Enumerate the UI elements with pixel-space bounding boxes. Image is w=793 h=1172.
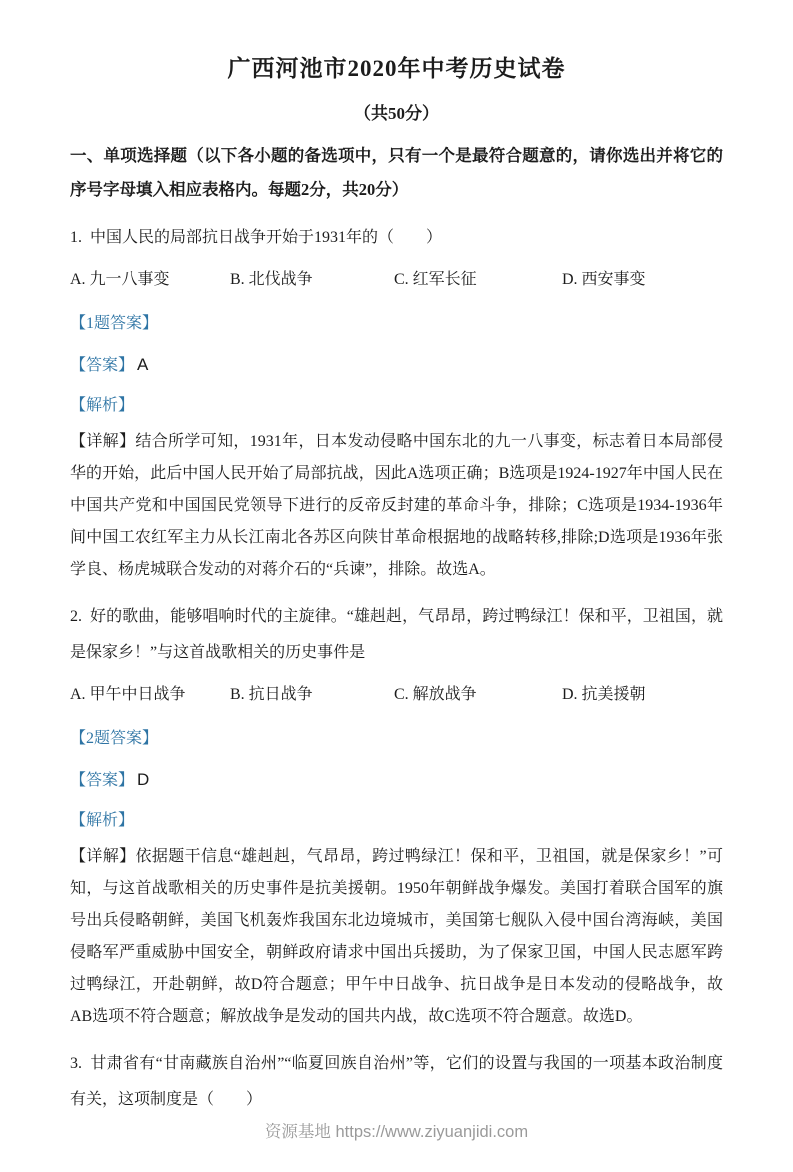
question-text	[70, 599, 723, 671]
option-a: A. 九一八事变	[70, 271, 170, 288]
detail-text: 【详解】依据题干信息“雄赳赳，气昂昂，跨过鸭绿江！保和平，卫祖国，就是保家乡！”可知，与这首战歌相关的历史事件是抗美援朝。1950年朝鲜战争爆发。美国打着联合国军的旗号出兵侵略朝鲜，美国飞机轰炸我国东北边境城市，美国第七舰队入侵中国台湾海峡，美国侵略军严重威胁中国安全，朝鲜政府请求中国出兵援助，为了保家卫国，中国人民志愿军跨过鸭绿江，开赴朝鲜，故D符合题意；甲午中日战争、抗日战争是日本发动的侵略战争，故AB选项不符合题意；解放战争是发动的国共内战，故C选项不符合题意。故选D。	[70, 848, 723, 1025]
question-stem: 好的歌曲，能够唱响时代的主旋律。“雄赳赳，气昂昂，跨过鸭绿江！保和平，卫祖国，就是保家乡！”与这首战歌相关的历史事件是	[70, 608, 723, 661]
detail-text: 【详解】结合所学可知，1931年，日本发动侵略中国东北的九一八事变，标志着日本局部侵华的开始，此后中国人民开始了局部抗战，因此A选项正确；B选项是1924-1927年中国人民在中国共产党和中国国民党领导下进行的反帝反封建的革命斗争，排除；C选项是1934-1936年间中国工农红军主力从长江南北各苏区向陕甘革命根据地的战略转移,排除;D选项是1936年张学良、杨虎城联合发动的对蒋介石的“兵谏”，排除。故选A。	[70, 433, 723, 578]
answer-ref-marker: 【2题答案】	[70, 730, 159, 747]
option-c: C. 红军长征	[394, 271, 477, 288]
analysis-label: 【解析】	[70, 812, 135, 829]
question-block-2	[70, 586, 723, 1033]
option-b: B. 抗日战争	[230, 686, 313, 703]
question-number: 1.	[70, 229, 82, 246]
options-row	[70, 268, 723, 292]
option-a: A. 甲午中日战争	[70, 686, 186, 703]
question-text	[70, 220, 723, 256]
answer-value: D	[137, 770, 150, 789]
option-b: B. 北伐战争	[230, 271, 313, 288]
question-number: 3.	[70, 1055, 82, 1072]
option-d: D. 抗美援朝	[562, 686, 646, 703]
question-stem: 中国人民的局部抗日战争开始于1931年的（ ）	[90, 229, 443, 246]
question-number: 2.	[70, 608, 82, 625]
option-c: C. 解放战争	[394, 686, 477, 703]
answer-ref-marker: 【1题答案】	[70, 315, 159, 332]
question-stem: 甘肃省有“甘南藏族自治州”“临夏回族自治州”等，它们的设置与我国的一项基本政治制度有关，这项制度是（ ）	[70, 1055, 723, 1108]
question-block-3	[70, 1033, 723, 1118]
question-block-1	[70, 207, 723, 586]
answer-line	[70, 768, 723, 793]
section-heading: 一、单项选择题（以下各小题的备选项中，只有一个是最符合题意的，请你选出并将它的序号字母填入相应表格内。每题2分，共20分）	[70, 146, 723, 199]
option-d: D. 西安事变	[562, 271, 646, 288]
answer-label: 【答案】	[70, 772, 135, 789]
score-subtitle: （共50分）	[354, 104, 439, 123]
analysis-label: 【解析】	[70, 397, 135, 414]
footer-credit	[70, 1118, 723, 1172]
answer-label: 【答案】	[70, 357, 135, 374]
footer-link[interactable]: 资源基地 https://www.ziyuanjidi.com	[264, 1123, 529, 1141]
question-text	[70, 1046, 723, 1118]
page-title: 广西河池市2020年中考历史试卷	[227, 56, 566, 81]
options-row	[70, 683, 723, 707]
answer-line	[70, 353, 723, 378]
answer-value: A	[137, 355, 149, 374]
